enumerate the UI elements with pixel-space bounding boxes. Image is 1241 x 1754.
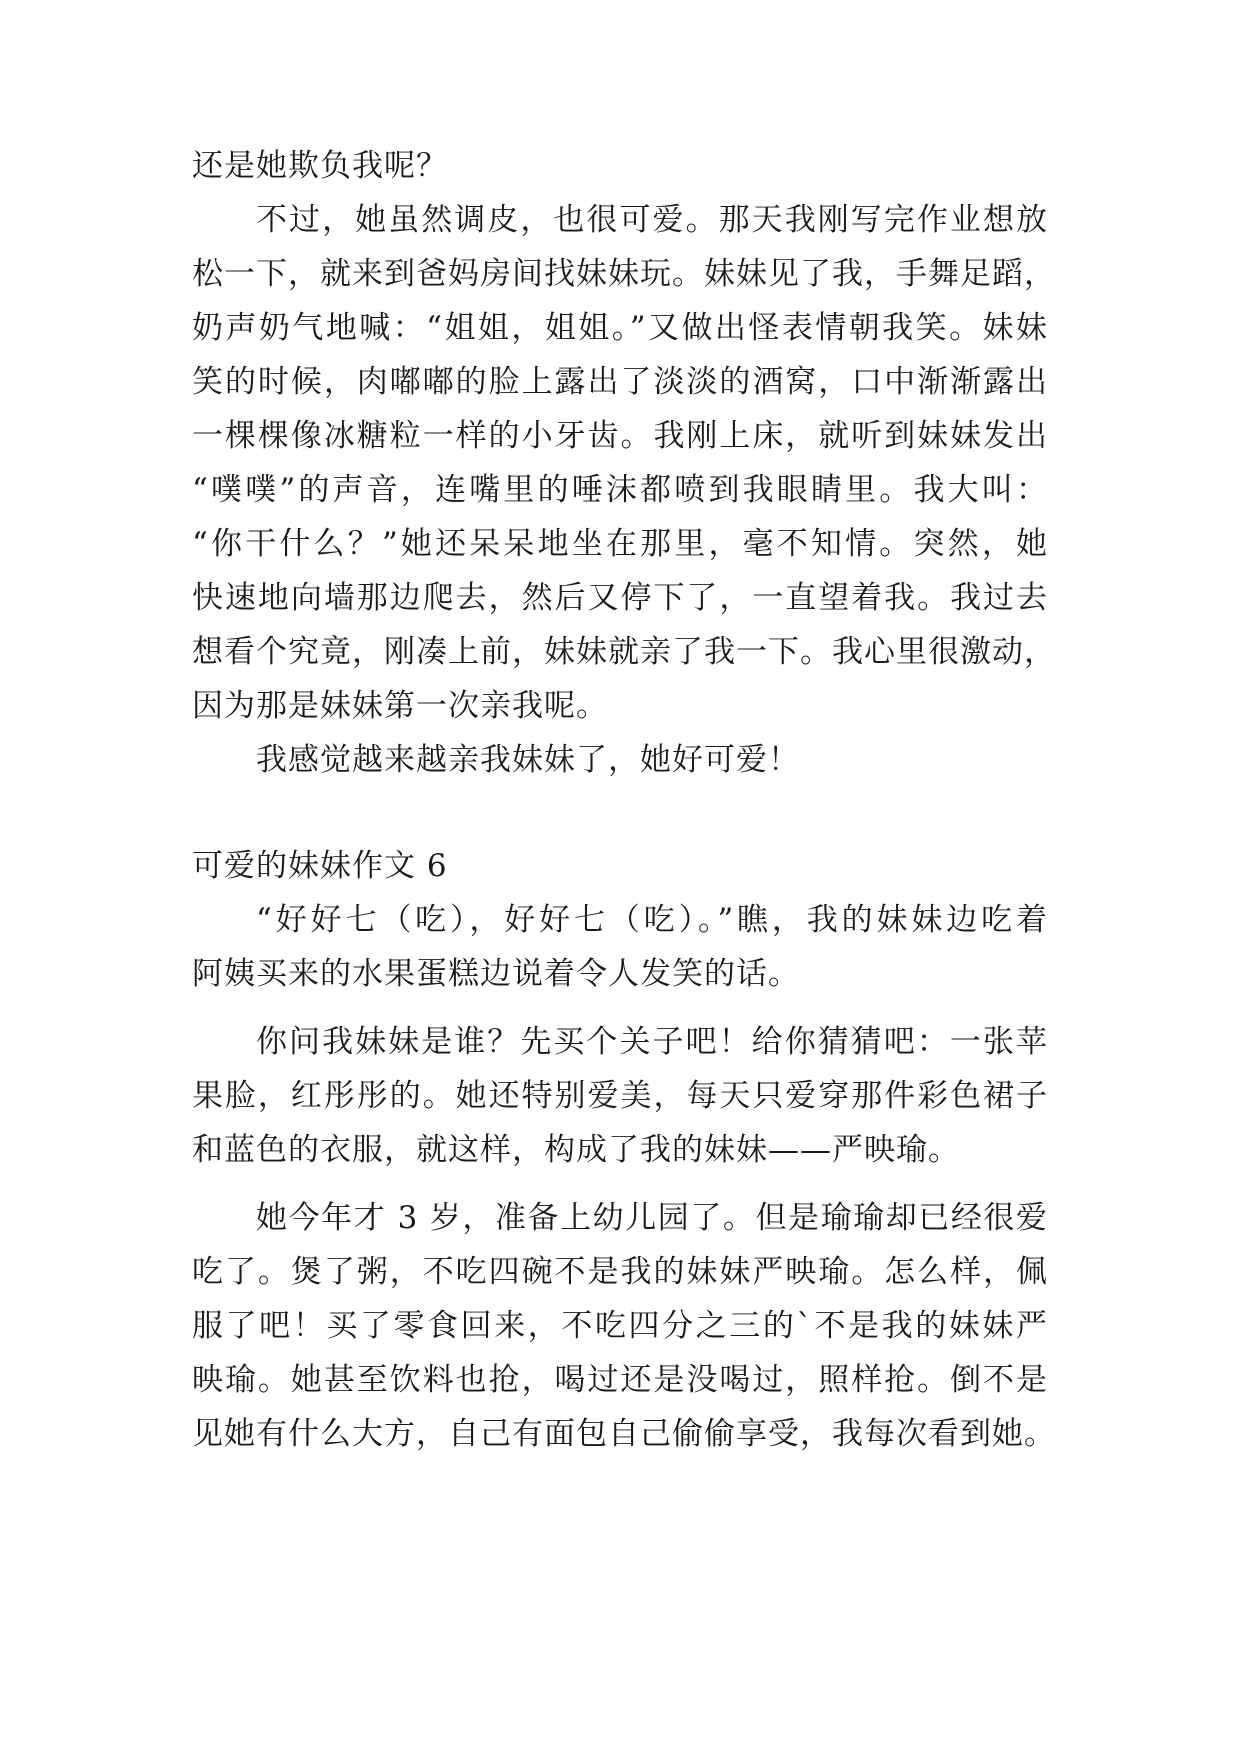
paragraph-line: “好好七（吃），好好七（吃）。”瞧，我的妹妹边吃着 — [256, 902, 1048, 938]
paragraph-line: 还是她欺负我呢？ — [192, 148, 448, 184]
paragraph-line: 你问我妹妹是谁？先买个关子吧！给你猜猜吧：一张苹 — [256, 1024, 1048, 1060]
paragraph-line: “噗噗”的声音，连嘴里的唾沫都喷到我眼睛里。我大叫： — [192, 472, 1048, 508]
paragraph-line: 一棵棵像冰糖粒一样的小牙齿。我刚上床，就听到妹妹发出 — [192, 418, 1048, 454]
paragraph-line: 她今年才 3 岁，准备上幼儿园了。但是瑜瑜却已经很爱 — [256, 1200, 1048, 1236]
paragraph-line: 阿姨买来的水果蛋糕边说着令人发笑的话。 — [192, 956, 800, 992]
paragraph-line: 松一下，就来到爸妈房间找妹妹玩。妹妹见了我，手舞足蹈， — [192, 256, 1056, 292]
paragraph-line: 笑的时候，肉嘟嘟的脸上露出了淡淡的酒窝，口中渐渐露出 — [192, 364, 1048, 400]
paragraph-line: 和蓝色的衣服，就这样，构成了我的妹妹——严映瑜。 — [192, 1132, 960, 1168]
paragraph-line: 想看个究竟，刚凑上前，妹妹就亲了我一下。我心里很激动， — [192, 634, 1056, 670]
paragraph-line: 服了吧！买了零食回来，不吃四分之三的`不是我的妹妹严 — [192, 1308, 1048, 1344]
section-title: 可爱的妹妹作文 6 — [192, 848, 448, 884]
paragraph-line: 见她有什么大方，自己有面包自己偷偷享受，我每次看到她。 — [192, 1416, 1056, 1452]
paragraph-line: “你干什么？”她还呆呆地坐在那里，毫不知情。突然，她 — [192, 526, 1048, 562]
paragraph-line: 不过，她虽然调皮，也很可爱。那天我刚写完作业想放 — [256, 202, 1048, 238]
paragraph-line: 快速地向墙那边爬去，然后又停下了，一直望着我。我过去 — [192, 580, 1048, 616]
paragraph-line: 奶声奶气地喊：“姐姐，姐姐。”又做出怪表情朝我笑。妹妹 — [192, 310, 1048, 346]
paragraph-line: 果脸，红彤彤的。她还特别爱美，每天只爱穿那件彩色裙子 — [192, 1078, 1048, 1114]
paragraph-line: 映瑜。她甚至饮料也抢，喝过还是没喝过，照样抢。倒不是 — [192, 1362, 1048, 1398]
paragraph-line: 吃了。煲了粥，不吃四碗不是我的妹妹严映瑜。怎么样，佩 — [192, 1254, 1048, 1290]
paragraph-line: 我感觉越来越亲我妹妹了，她好可爱！ — [256, 742, 800, 778]
paragraph-line: 因为那是妹妹第一次亲我呢。 — [192, 688, 608, 724]
